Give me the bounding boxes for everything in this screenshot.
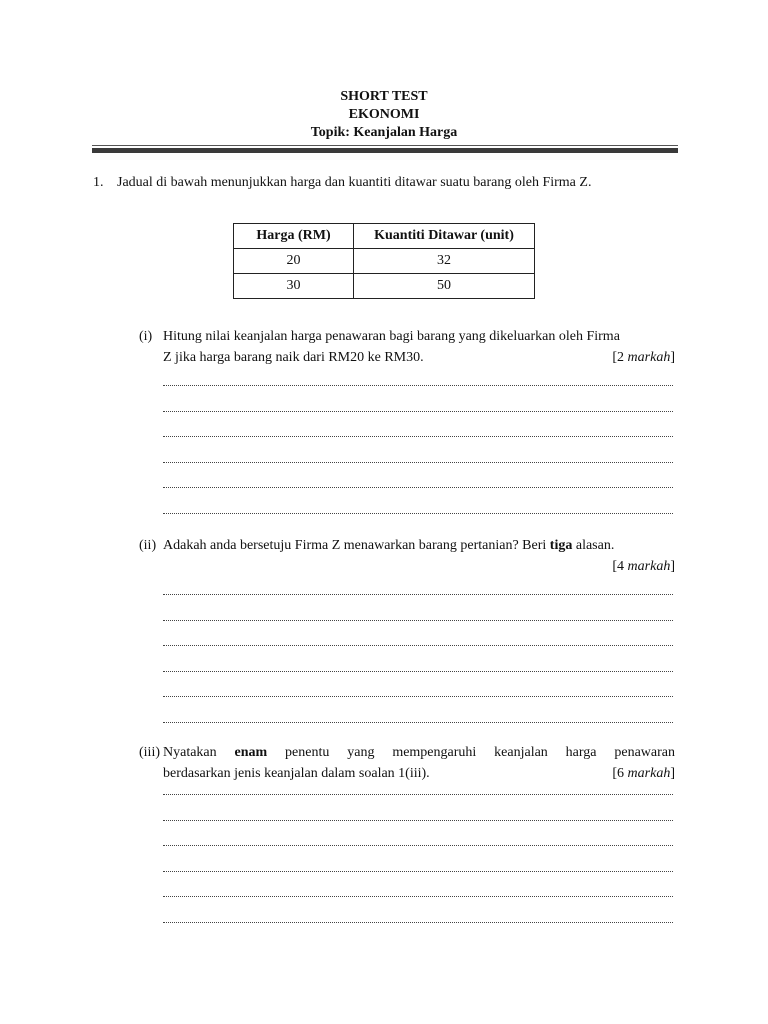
subquestion-label: (i) [139,329,153,344]
table-header-row [234,224,535,249]
subquestion-text-line: Nyatakan enam penentu yang mempengaruhi keanjalan harga penawaran [163,745,675,760]
question-number: 1. [93,175,104,190]
subquestion-text: berdasarkan jenis keanjalan dalam soalan 1(iii). [163,766,430,781]
answer-line[interactable] [163,820,673,821]
marks-label: [4 markah] [612,559,675,574]
subquestion-text-line [163,763,675,784]
answer-line[interactable] [163,722,673,723]
table-row [234,249,535,274]
answer-line[interactable] [163,487,673,488]
subquestion-text-line [163,347,675,368]
answer-line[interactable] [163,385,673,386]
subquestion-i [139,326,675,368]
marks-label: [6 markah] [612,766,675,781]
header-divider-thick [92,148,678,153]
test-title: SHORT TEST [340,89,428,104]
topic-title: Topik: Keanjalan Harga [310,125,458,140]
subquestion-text: Z jika harga barang naik dari RM20 ke RM30. [163,350,424,365]
subquestion-iii [139,742,675,784]
answer-line[interactable] [163,620,673,621]
answer-line[interactable] [163,411,673,412]
answer-line[interactable] [163,436,673,437]
answer-line[interactable] [163,922,673,923]
subject-title: EKONOMI [348,107,420,122]
table-header-price: Harga (RM) [234,224,354,249]
answer-line[interactable] [163,513,673,514]
subquestion-ii [139,535,675,577]
header-divider-thin [92,145,678,146]
answer-line[interactable] [163,696,673,697]
answer-line[interactable] [163,594,673,595]
table-cell-quantity: 50 [354,274,535,299]
answer-line[interactable] [163,871,673,872]
answer-line[interactable] [163,896,673,897]
answer-line[interactable] [163,462,673,463]
subquestion-text-line: Adakah anda bersetuju Firma Z menawarkan barang pertanian? Beri tiga alasan. [163,538,615,553]
table-cell-price: 20 [234,249,354,274]
subquestion-label: (ii) [139,538,157,553]
table-cell-quantity: 32 [354,249,535,274]
question-stem: Jadual di bawah menunjukkan harga dan kuantiti ditawar suatu barang oleh Firma Z. [117,175,592,190]
marks-label: [2 markah] [612,350,675,365]
table-header-quantity: Kuantiti Ditawar (unit) [354,224,535,249]
answer-line[interactable] [163,794,673,795]
price-quantity-table [233,223,535,299]
subquestion-text-line: Hitung nilai keanjalan harga penawaran bagi barang yang dikeluarkan oleh Firma [163,329,620,344]
table-row [234,274,535,299]
answer-line[interactable] [163,845,673,846]
subquestion-label: (iii) [139,745,160,760]
table-cell-price: 30 [234,274,354,299]
answer-line[interactable] [163,671,673,672]
answer-line[interactable] [163,645,673,646]
test-header [0,88,768,142]
